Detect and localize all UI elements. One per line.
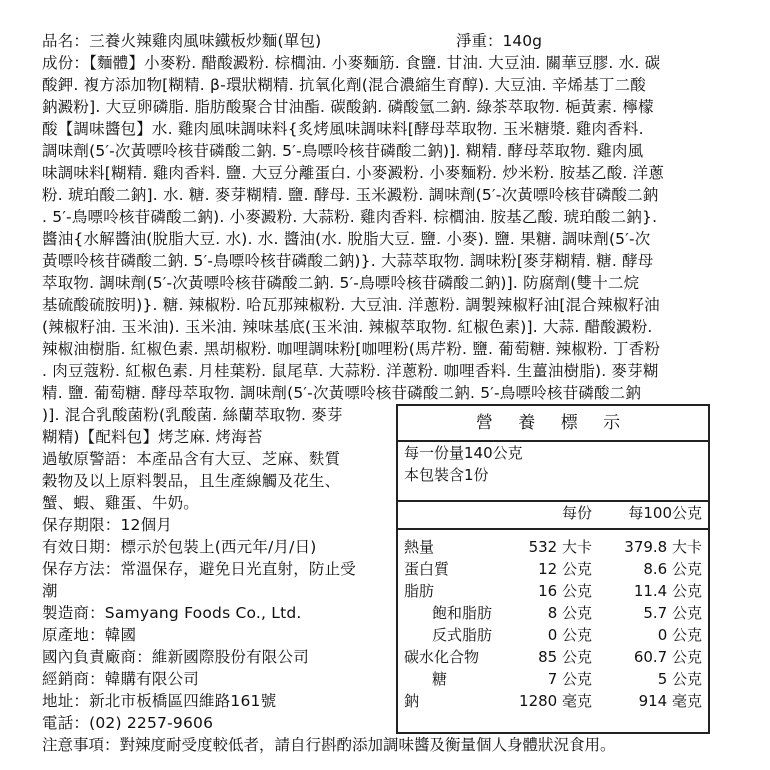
nutrient-per-100g: 11.4 公克 — [633, 582, 702, 600]
nutrient-per-serving: 12 公克 — [538, 560, 592, 578]
nutrition-title: 營 養 標 示 — [398, 406, 708, 442]
nutrient-per-100g: 8.6 公克 — [643, 560, 702, 578]
address: 地址：新北市板橋區四維路161號 — [42, 692, 277, 710]
ingredients-line: 萃取物. 調味劑(5′-次黃嘌呤核苷磷酸二鈉. 5′-鳥嘌呤核苷磷酸二鈉)]. 防腐劑(雙十二烷 — [42, 274, 640, 292]
nutrient-per-serving: 16 公克 — [538, 582, 592, 600]
expiry-date: 有效日期：標示於包裝上(西元年/月/日) — [42, 538, 317, 556]
net-weight: 淨重：140g — [456, 32, 542, 50]
col-header-per-serving: 每份 — [561, 504, 592, 522]
domestic-company: 國內負責廠商：維新國際股份有限公司 — [42, 648, 309, 666]
ingredients-line: 糊精)【配料包】烤芝麻. 烤海苔 — [42, 428, 263, 446]
nutrient-name: 糖 — [432, 670, 448, 688]
ingredients-line: 精. 鹽. 葡萄糖. 酵母萃取物. 調味劑(5′-次黃嘌呤核苷磷酸二鈉. 5′-鳥嘌呤核苷磷酸二鈉 — [42, 384, 642, 402]
ingredients-line: 鈉澱粉]. 大豆卵磷脂. 脂肪酸聚合甘油酯. 碳酸鈉. 磷酸氫二鈉. 綠茶萃取物. 梔黃素. 檸檬 — [42, 98, 654, 116]
nutrition-row — [398, 646, 708, 668]
nutrient-per-100g: 914 毫克 — [638, 692, 702, 710]
ingredients-line: 基硫酸硫胺明)}. 糖. 辣椒粉. 哈瓦那辣椒粉. 大豆油. 洋蔥粉. 調製辣椒籽油[混合辣椒籽油 — [42, 296, 660, 314]
nutrition-row — [398, 536, 708, 558]
nutrition-facts-panel — [396, 404, 710, 734]
nutrition-row — [398, 668, 708, 690]
ingredients-line: 酸鉀. 複方添加物[糊精. β-環狀糊精. 抗氧化劑(混合濃縮生育醇). 大豆油. 辛烯基丁二酸 — [42, 76, 646, 94]
nutrient-per-100g: 5.7 公克 — [643, 604, 702, 622]
ingredients-line: )]. 混合乳酸菌粉(乳酸菌. 絲蘭萃取物. 麥芽 — [42, 406, 343, 424]
nutrient-name: 碳水化合物 — [404, 648, 480, 666]
country-of-origin: 原產地：韓國 — [42, 626, 137, 644]
nutrient-name: 蛋白質 — [404, 560, 450, 578]
nutrient-per-100g: 60.7 公克 — [633, 648, 702, 666]
nutrient-name: 熱量 — [404, 538, 435, 556]
nutrition-row — [398, 580, 708, 602]
ingredients-line: . 肉豆蔻粉. 紅椒色素. 月桂葉粉. 鼠尾草. 大蒜粉. 洋蔥粉. 咖哩香料. 生薑油樹脂). 麥芽糊 — [42, 362, 659, 380]
serving-size: 每一份量140公克 — [404, 444, 523, 462]
storage-method-cont: 潮 — [42, 582, 58, 600]
nutrient-per-serving: 1280 毫克 — [519, 692, 592, 710]
ingredients-line: 調味劑(5′-次黃嘌呤核苷磷酸二鈉. 5′-鳥嘌呤核苷磷酸二鈉)]. 糊精. 酵母萃取物. 雞肉風 — [42, 142, 644, 160]
nutrient-per-serving: 532 大卡 — [528, 538, 592, 556]
storage-method: 保存方法：常溫保存，避免日光直射，防止受 — [42, 560, 357, 578]
nutrition-row — [398, 602, 708, 624]
nutrient-per-serving: 85 公克 — [538, 648, 592, 666]
shelf-life: 保存期限：12個月 — [42, 516, 173, 534]
nutrient-name: 脂肪 — [404, 582, 435, 600]
allergen-line: 穀物及以上原料製品，且生產線觸及花生、 — [42, 472, 341, 490]
nutrient-per-serving: 8 公克 — [547, 604, 592, 622]
ingredients-line: . 5′-鳥嘌呤核苷磷酸二鈉). 小麥澱粉. 大蒜粉. 雞肉香料. 棕櫚油. 胺基乙酸. 琥珀酸二鈉}. — [42, 208, 658, 226]
nutrient-per-serving: 7 公克 — [547, 670, 592, 688]
nutrient-per-100g: 5 公克 — [657, 670, 702, 688]
ingredients-line: 辣椒油樹脂. 紅椒色素. 黑胡椒粉. 咖哩調味粉[咖哩粉(馬芹粉. 鹽. 葡萄糖. 辣椒粉. 丁香粉 — [42, 340, 661, 358]
ingredients-line: 味調味料[糊精. 雞肉香料. 鹽. 大豆分離蛋白. 小麥澱粉. 小麥麵粉. 炒米粉. 胺基乙酸. 洋蔥 — [42, 164, 665, 182]
ingredients-line: 粉. 琥珀酸二鈉]. 水. 糖. 麥芽糊精. 鹽. 酵母. 玉米澱粉. 調味劑(5′-次黃嘌呤核苷磷酸二鈉 — [42, 186, 659, 204]
ingredients-line: 黃嘌呤核苷磷酸二鈉. 5′-鳥嘌呤核苷磷酸二鈉)}. 大蒜萃取物. 調味粉[麥芽糊精. 糖. 酵母 — [42, 252, 654, 270]
ingredients-line: 成份：【麵體】小麥粉. 醋酸澱粉. 棕櫚油. 小麥麵筋. 食鹽. 甘油. 大豆油. 關華豆膠. 水. 碳 — [42, 54, 661, 72]
nutrient-per-serving: 0 公克 — [547, 626, 592, 644]
nutrient-name: 鈉 — [404, 692, 420, 710]
caution-note: 注意事項：對辣度耐受度較低者，請自行斟酌添加調味醬及衡量個人身體狀況食用。 — [42, 736, 616, 754]
ingredients-line: 醬油{水解醬油(脫脂大豆. 水). 水. 醬油(水. 脫脂大豆. 鹽. 小麥). 鹽. 果糖. 調味劑(5′-次 — [42, 230, 651, 248]
servings-per-package: 本包裝含1份 — [404, 466, 489, 484]
phone: 電話：(02) 2257-9606 — [42, 714, 214, 732]
nutrient-per-100g: 379.8 大卡 — [624, 538, 702, 556]
nutrition-row — [398, 690, 708, 712]
ingredients-line: 酸【調味醬包】水. 雞肉風味調味料{炙烤風味調味料[酵母萃取物. 玉米糖漿. 雞肉香料. — [42, 120, 644, 138]
allergen-line: 蟹、蝦、雞蛋、牛奶。 — [42, 494, 200, 512]
nutrition-row — [398, 624, 708, 646]
ingredients-line: (辣椒籽油. 玉米油). 玉米油. 辣味基底(玉米油. 辣椒萃取物. 紅椒色素)]. 大蒜. 醋酸澱粉. — [42, 318, 653, 336]
col-header-per-100g: 每100公克 — [628, 504, 702, 522]
nutrient-name: 飽和脂肪 — [432, 604, 493, 622]
nutrient-per-100g: 0 公克 — [657, 626, 702, 644]
allergen-line: 過敏原警語：本產品含有大豆、芝麻、麩質 — [42, 450, 341, 468]
distributor: 經銷商：韓購有限公司 — [42, 670, 200, 688]
nutrition-row — [398, 558, 708, 580]
manufacturer: 製造商：Samyang Foods Co., Ltd. — [42, 604, 302, 622]
nutrient-name: 反式脂肪 — [432, 626, 493, 644]
product-name: 品名：三養火辣雞肉風味鐵板炒麵(單包) — [42, 32, 322, 50]
nutrition-divider — [398, 528, 708, 530]
